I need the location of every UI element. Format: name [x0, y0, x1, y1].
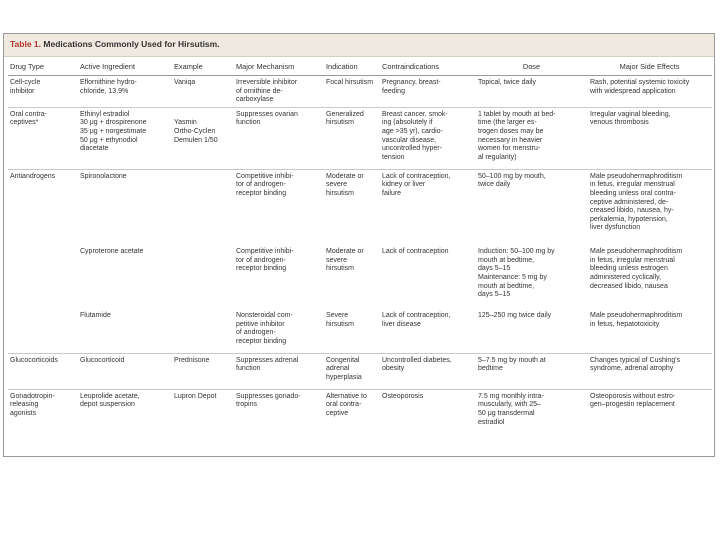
header-dose: Dose	[476, 60, 588, 76]
table-cell: 5–7.5 mg by mouth at bedtime	[476, 353, 588, 389]
table-cell: Osteoporosis	[382, 392, 424, 400]
table-cell	[172, 309, 234, 353]
table-row	[8, 76, 712, 108]
table-cell: Suppresses ovarian function	[234, 107, 324, 169]
table-cell: 7.5 mg monthly intra- muscularly, with 25– 50 μg transdermal estradiol	[478, 392, 544, 426]
header-row	[8, 60, 712, 76]
table-cell: Changes typical of Cushing's syndrome, adrenal atrophy	[588, 353, 712, 389]
header-indication: Indication	[324, 60, 380, 76]
table-cell: Pregnancy, breast- feeding	[380, 76, 476, 108]
table-cell	[172, 169, 234, 245]
table-cell: Breast cancer, smok- ing (absolutely if age >35 yr), cardio- vascular disease, uncontrolled hyper- tension	[380, 107, 476, 169]
table-caption	[10, 39, 220, 49]
table-cell: Alternative to oral contra- ceptive	[326, 392, 367, 417]
table-cell: Flutamide	[78, 309, 172, 353]
table-cell: Severe hirsutism	[324, 309, 380, 353]
table-cell: Antiandrogens	[10, 172, 56, 180]
table-cell: Glucocorticoid	[78, 353, 172, 389]
table-cell	[172, 245, 234, 309]
medications-table	[8, 60, 712, 433]
table-cell: Oral contra- ceptives*	[8, 107, 78, 169]
table-cell: Competitive inhibi- tor of androgen- receptor binding	[236, 172, 294, 197]
table-row	[8, 389, 712, 433]
table-cell: Glucocorticoids	[8, 353, 78, 389]
table-cell: Rash, potential systemic toxicity with widespread application	[588, 76, 712, 108]
table-cell: Competitive inhibi- tor of androgen- receptor binding	[236, 248, 294, 273]
table-cell: Induction: 50–100 mg by mouth at bedtime, days 5–15 Maintenance: 5 mg by mouth at bedtime, days 5–15	[478, 248, 555, 299]
table-cell: Lack of contraception, liver disease	[380, 309, 476, 353]
table-cell: Moderate or severe hirsutism	[326, 172, 364, 197]
table-cell: Suppresses gonado- tropins	[236, 392, 301, 409]
table-cell: Suppresses adrenal function	[234, 353, 324, 389]
table-cell: 1 tablet by mouth at bed- time (the larger es- trogen doses may be necessary in heavier women for menstru- al regularity)	[476, 107, 588, 169]
table-title-bar	[4, 34, 714, 57]
table-cell: 50–100 mg by mouth, twice daily	[478, 172, 546, 189]
header-drug-type: Drug Type	[8, 60, 78, 76]
table-row	[8, 107, 712, 169]
table-cell: Congenital adrenal hyperplasia	[324, 353, 380, 389]
table-cell: Vaniqa	[172, 76, 234, 108]
table-cell: Lupron Depot	[174, 392, 217, 400]
table-row	[8, 309, 712, 353]
table-cell: Generalized hirsutism	[324, 107, 380, 169]
table-cell: Topical, twice daily	[476, 76, 588, 108]
table-cell: 125–250 mg twice daily	[476, 309, 588, 353]
header-example: Example	[172, 60, 234, 76]
table-cell: Ethinyl estradiol 30 μg + drospirenone 35 μg + norgestimate 50 μg + ethynodiol diacetate	[78, 107, 172, 169]
table-frame	[3, 33, 715, 457]
table-title: Medications Commonly Used for Hirsutism.	[43, 39, 220, 49]
header-active-ingredient: Active Ingredient	[78, 60, 172, 76]
table-cell: Nonsteroidal com- petitive inhibitor of androgen- receptor binding	[234, 309, 324, 353]
table-row	[8, 169, 712, 245]
table-cell: Eflornithine hydro- chloride, 13.9%	[78, 76, 172, 108]
header-major-side-effects: Major Side Effects	[588, 60, 712, 76]
table-cell: Leuprolide acetate, depot suspension	[80, 392, 140, 409]
table-cell: Spironolactone	[80, 172, 127, 180]
table-cell: Lack of contraception	[382, 248, 449, 256]
header-contraindications: Contraindications	[380, 60, 476, 76]
table-cell: Yasmin Ortho-Cyclen Demulen 1/50	[172, 107, 234, 169]
table-cell: Lack of contraception, kidney or liver failure	[382, 172, 451, 197]
table-cell: Prednisone	[172, 353, 234, 389]
table-cell: Osteoporosis without estro- gen–progestin replacement	[590, 392, 676, 409]
table-cell: Cyproterone acetate	[80, 248, 144, 256]
table-row	[8, 353, 712, 389]
table-cell: Moderate or severe hirsutism	[326, 248, 364, 273]
table-cell: Male pseudohermaphroditism in fetus, irregular menstrual bleeding unless estrogen administered cyclically, decreased libido, nausea	[590, 248, 683, 290]
table-cell: Gonadotropin- releasing agonists	[10, 392, 55, 417]
table-row	[8, 245, 712, 309]
table-cell: Cell-cycle inhibitor	[8, 76, 78, 108]
table-cell: Male pseudohermaphroditism in fetus, irregular menstrual bleeding unless oral contra- ceptive administered, de- creased libido, nausea, hy- perkalemia, hypotension, liver dysfunction	[590, 172, 683, 232]
table-cell: Male pseudohermaphroditism in fetus, hepatotoxicity	[588, 309, 712, 353]
table-cell	[8, 309, 78, 353]
table-cell	[8, 245, 78, 309]
table-cell: Irregular vaginal bleeding, venous thrombosis	[588, 107, 712, 169]
header-major-mechanism: Major Mechanism	[234, 60, 324, 76]
table-cell: Uncontrolled diabetes, obesity	[380, 353, 476, 389]
table-cell: Irreversible inhibitor of ornithine de- carboxylase	[234, 76, 324, 108]
table-cell: Focal hirsutism	[324, 76, 380, 108]
table-label: Table 1.	[10, 39, 42, 49]
